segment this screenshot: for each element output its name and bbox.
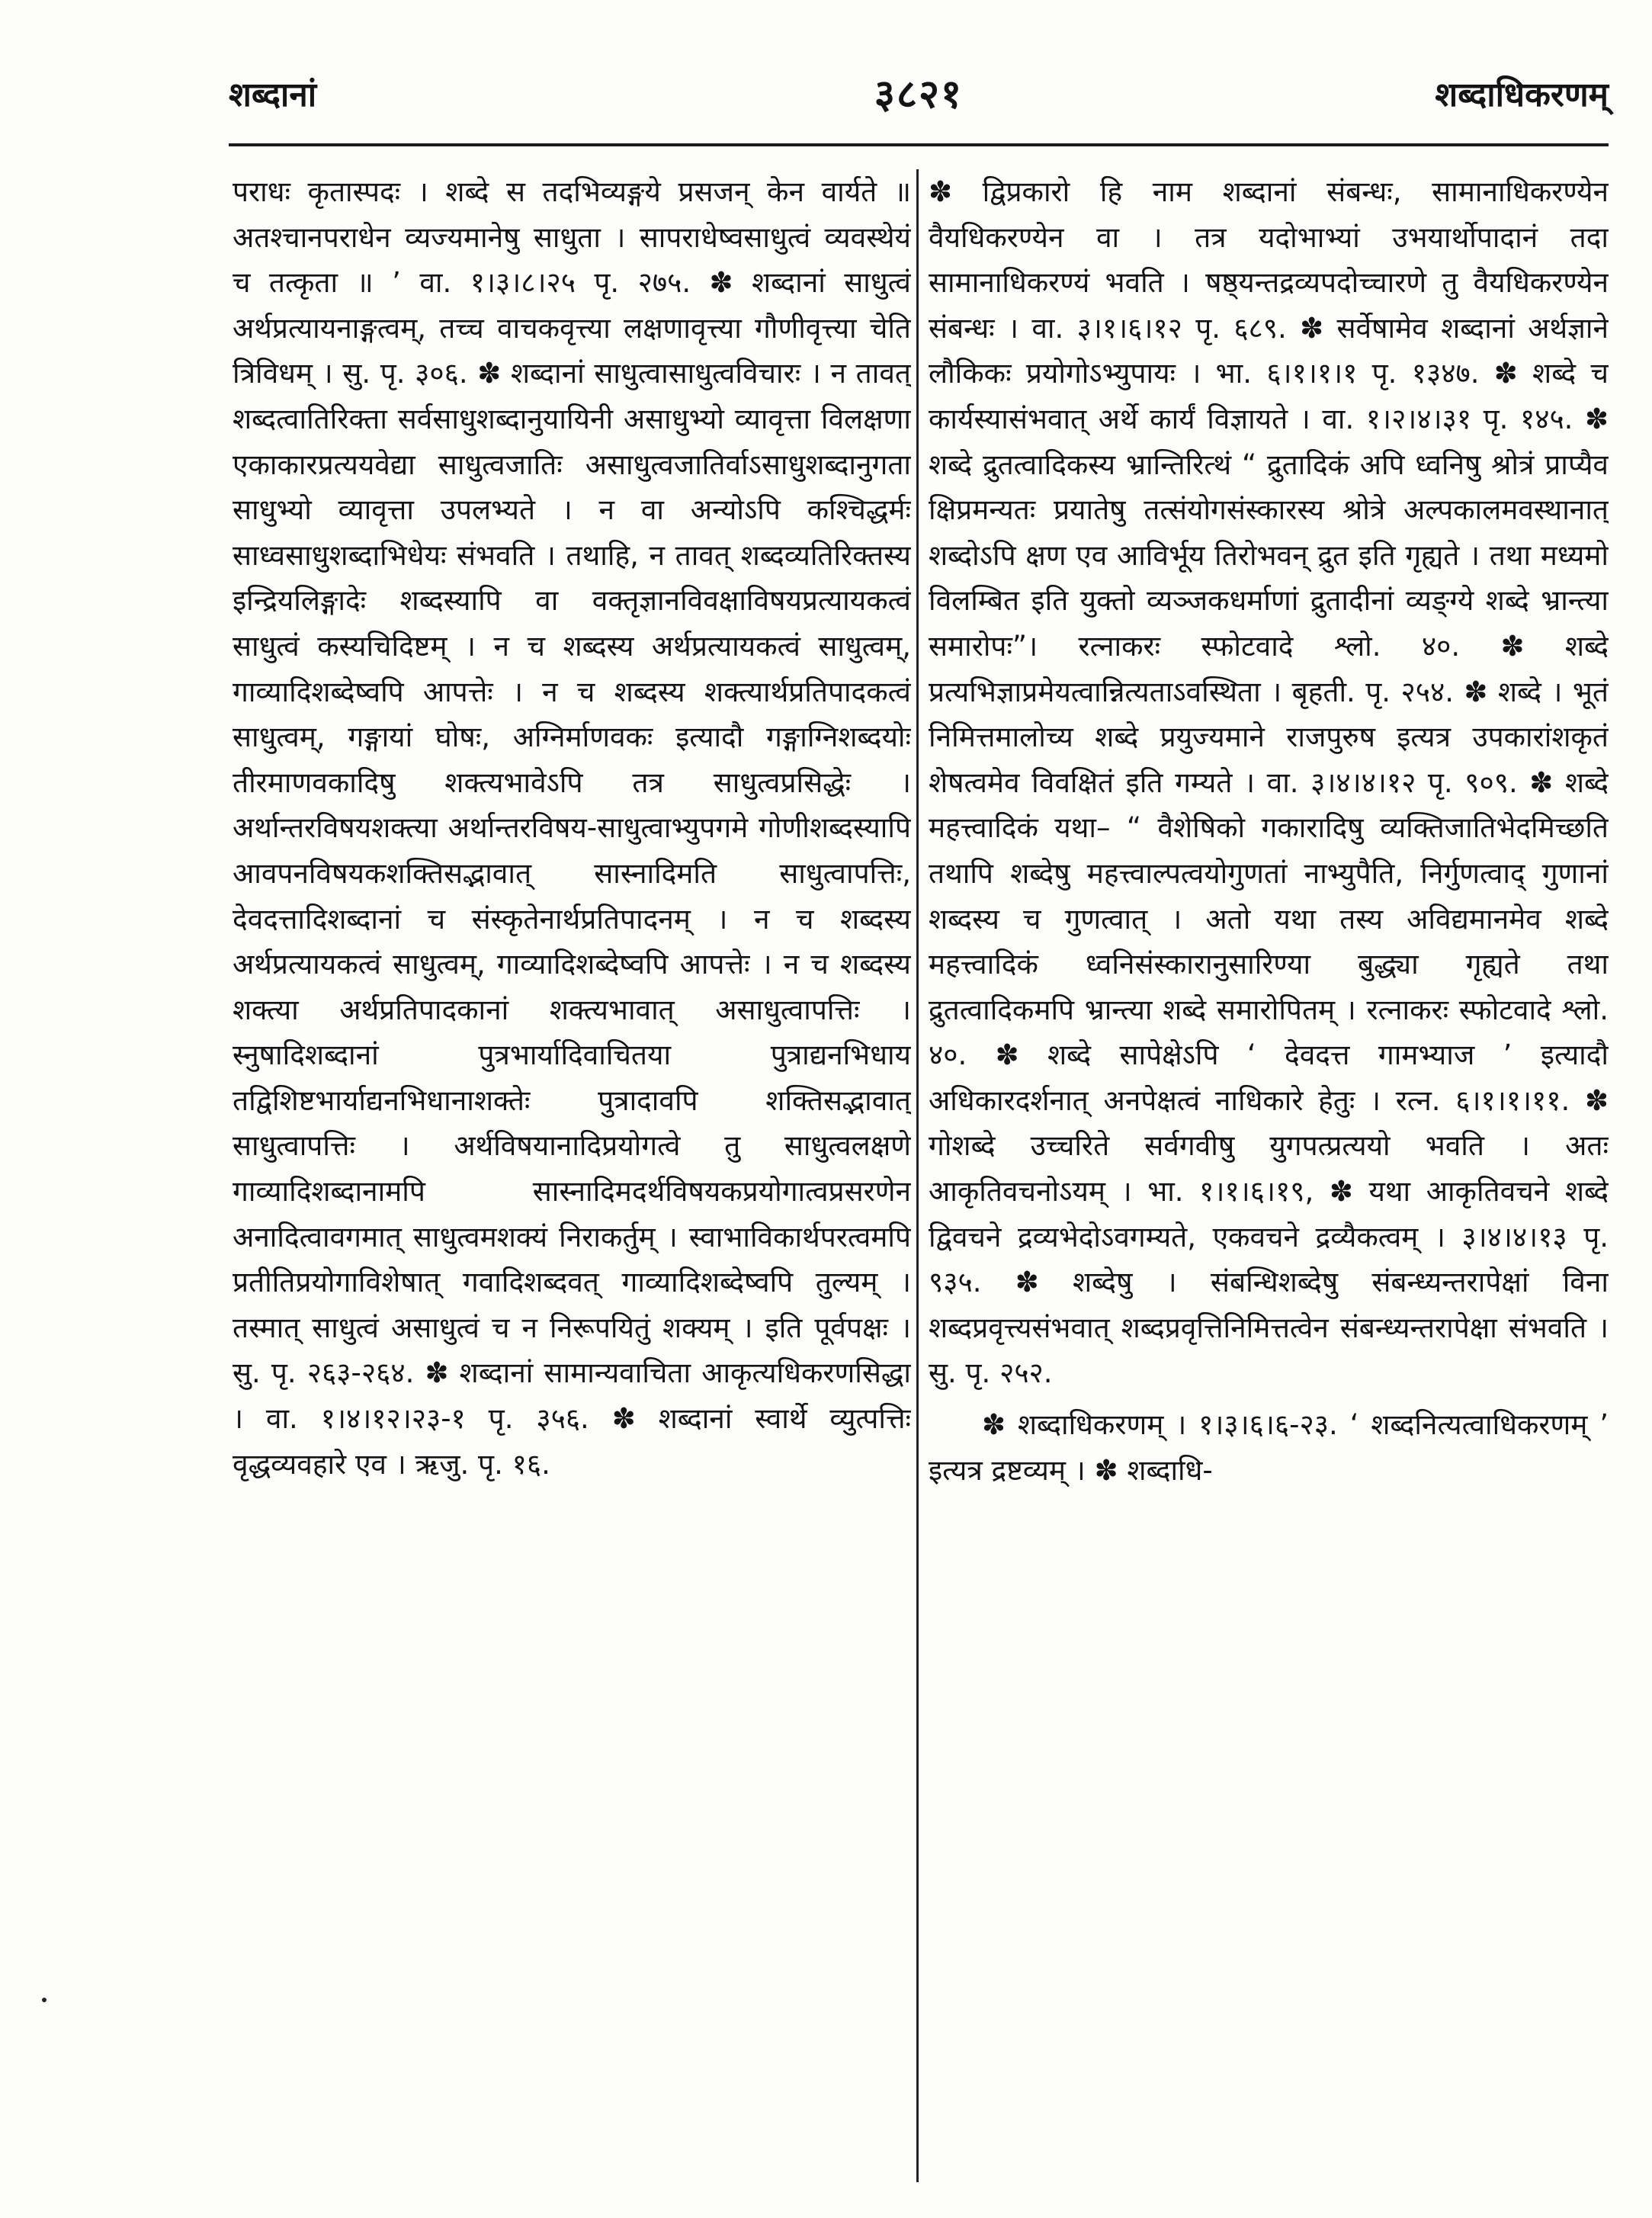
header-left-catchword: शब्दानां <box>229 75 317 114</box>
right-column-para-1: ✽ द्विप्रकारो हि नाम शब्दानां संबन्धः, सामानाधिकरण्येन वैयधिकरण्येन वा । तत्र यदोभाभ्यां उभयार्थोपादानं तदा सामानाधिकरण्यं भवति । षष्ठ्यन्तद्रव्यपदोच्चारणे तु वैयधिकरण्येन संबन्धः । वा. ३।१।६।१२ पृ. ६८९. ✽ सर्वेषामेव शब्दानां अर्थज्ञाने लौकिकः प्रयोगोऽभ्युपायः । भा. ६।१।१।१ पृ. १३४७. ✽ शब्दे च कार्यस्यासंभवात् अर्थे कार्यं विज्ञायते । वा. १।२।४।३१ पृ. १४५. ✽ शब्दे द्रुतत्वादिकस्य भ्रान्तिरित्थं “ द्रुतादिकं अपि ध्वनिषु श्रोत्रं प्राप्यैव क्षिप्रमन्यतः प्रयातेषु तत्संयोगसंस्कारस्य श्रोत्रे अल्पकालमवस्थानात् शब्दोऽपि क्षण एव आविर्भूय तिरोभवन् द्रुत इति गृह्यते । तथा मध्यमो विलम्बित इति युक्तो व्यञ्जकधर्माणां द्रुतादीनां व्यङ्ग्ये शब्दे भ्रान्त्या समारोपः”। रत्नाकरः स्फोटवादे श्लो. ४०. ✽ शब्दे प्रत्यभिज्ञाप्रमेयत्वान्नित्यताऽवस्थिता । बृहती. पृ. २५४. ✽ शब्दे । भूतं निमित्तमालोच्य शब्दे प्रयुज्यमाने राजपुरुष इत्यत्र उपकारांशकृतं शेषत्वमेव विवक्षितं इति गम्यते । वा. ३।४।४।१२ पृ. ९०९. ✽ शब्दे महत्त्वादिकं यथा– “ वैशेषिको गकारादिषु व्यक्तिजातिभेदमिच्छति तथापि शब्देषु महत्त्वाल्पत्वयोगुणतां नाभ्युपैति, निर्गुणत्वाद् गुणानां शब्दस्य च गुणत्वात् । अतो यथा तस्य अविद्यमानमेव शब्दे महत्त्वादिकं ध्वनिसंस्कारानुसारिण्या बुद्ध्या गृह्यते तथा द्रुतत्वादिकमपि भ्रान्त्या शब्दे समारोपितम् । रत्नाकरः स्फोटवादे श्लो. ४०. ✽ शब्दे सापेक्षेऽपि ‘ देवदत्त गामभ्याज ’ इत्यादौ अधिकारदर्शनात् अनपेक्षत्वं नाधिकारे हेतुः । रत्न. ६।१।१।११. ✽ गोशब्दे उच्चरिते सर्वगवीषु युगपत्प्रत्ययो भवति । अतः आकृतिवचनोऽयम् । भा. १।१।६।१९, ✽ यथा आकृतिवचने शब्दे द्विवचने द्रव्यभेदोऽवगम्यते, एकवचने द्रव्यैकत्वम् । ३।४।४।१३ पृ. ९३५. ✽ शब्देषु । संबन्धिशब्देषु संबन्ध्यन्तरापेक्षां विना शब्दप्रवृत्त्यसंभवात् शब्दप्रवृत्तिनिमित्तत्वेन संबन्ध्यन्तरापेक्षा संभवति । सु. पृ. २५२. <box>929 175 1609 1390</box>
right-column <box>929 169 1609 2182</box>
left-column-text: पराधः कृतास्पदः । शब्दे स तदभिव्यङ्गये प्रसजन् केन वार्यते ॥ अतश्चानपराधेन व्यज्यमानेषु साधुता । सापराधेष्वसाधुत्वं व्यवस्थेयं च तत्कृता ॥ ’ वा. १।३।८।२५ पृ. २७५. ✽ शब्दानां साधुत्वं अर्थप्रत्यायनाङ्गत्वम्, तच्च वाचकवृत्त्या लक्षणावृत्त्या गौणीवृत्त्या चेति त्रिविधम् । सु. पृ. ३०६. ✽ शब्दानां साधुत्वासाधुत्वविचारः । न तावत् शब्दत्वातिरिक्ता सर्वसाधुशब्दानुयायिनी असाधुभ्यो व्यावृत्ता विलक्षणा एकाकारप्रत्ययवेद्या साधुत्वजातिः असाधुत्वजातिर्वाऽसाधुशब्दानुगता साधुभ्यो व्यावृत्ता उपलभ्यते । न वा अन्योऽपि कश्चिद्धर्मः साध्वसाधुशब्दाभिधेयः संभवति । तथाहि, न तावत् शब्दव्यतिरिक्तस्य इन्द्रियलिङ्गादेः शब्दस्यापि वा वक्तृज्ञानविवक्षाविषयप्रत्यायकत्वं साधुत्वं कस्यचिदिष्टम् । न च शब्दस्य अर्थप्रत्यायकत्वं साधुत्वम्, गाव्यादिशब्देष्वपि आपत्तेः । न च शब्दस्य शक्त्यार्थप्रतिपादकत्वं साधुत्वम्, गङ्गायां घोषः, अग्निर्माणवकः इत्यादौ गङ्गाग्निशब्दयोः तीरमाणवकादिषु शक्त्यभावेऽपि तत्र साधुत्वप्रसिद्धेः । अर्थान्तरविषयशक्त्या अर्थान्तरविषय-साधुत्वाभ्युपगमे गोणीशब्दस्यापि आवपनविषयकशक्तिसद्भावात् सास्नादिमति साधुत्वापत्तिः, देवदत्तादिशब्दानां च संस्कृतेनार्थप्रतिपादनम् । न च शब्दस्य अर्थप्रत्यायकत्वं साधुत्वम्, गाव्यादिशब्देष्वपि आपत्तेः । न च शब्दस्य शक्त्या अर्थप्रतिपादकानां शक्त्यभावात् असाधुत्वापत्तिः । स्नुषादिशब्दानां पुत्रभार्यादिवाचितया पुत्राद्यनभिधाय तद्विशिष्टभार्याद्यनभिधानाशक्तेः पुत्रादावपि शक्तिसद्भावात् साधुत्वापत्तिः । अर्थविषयानादिप्रयोगत्वे तु साधुत्वलक्षणे गाव्यादिशब्दानामपि सास्नादिमदर्थविषयकप्रयोगात्वप्रसरणेन अनादित्वावगमात् साधुत्वमशक्यं निराकर्तुम् । स्वाभाविकार्थपरत्वमपि प्रतीतिप्रयोगाविशेषात् गवादिशब्दवत् गाव्यादिशब्देष्वपि तुल्यम् । तस्मात् साधुत्वं असाधुत्वं च न निरूपयितुं शक्यम् । इति पूर्वपक्षः । सु. पृ. २६३-२६४. ✽ शब्दानां सामान्यवाचिता आकृत्यधिकरणसिद्धा । वा. १।४।१२।२३-१ पृ. ३५६. ✽ शब्दानां स्वार्थे व्युत्पत्तिः वृद्धव्यवहारे एव । ऋजु. पृ. १६. <box>233 175 911 1481</box>
right-column-para-2: ✽ शब्दाधिकरणम् । १।३।६।६-२३. ‘ शब्दनित्यत्वाधिकरणम् ’ इत्यत्र द्रष्टव्यम् । ✽ शब्दाधि- <box>929 1408 1609 1487</box>
margin-dot <box>42 1998 47 2002</box>
column-divider <box>916 169 919 2182</box>
left-column <box>233 169 911 2182</box>
header-rule <box>229 143 1609 146</box>
header-right-catchword: शब्दाधिकरणम् <box>1435 75 1609 114</box>
page-header <box>229 70 1609 131</box>
page-number: ३८२१ <box>874 72 964 117</box>
